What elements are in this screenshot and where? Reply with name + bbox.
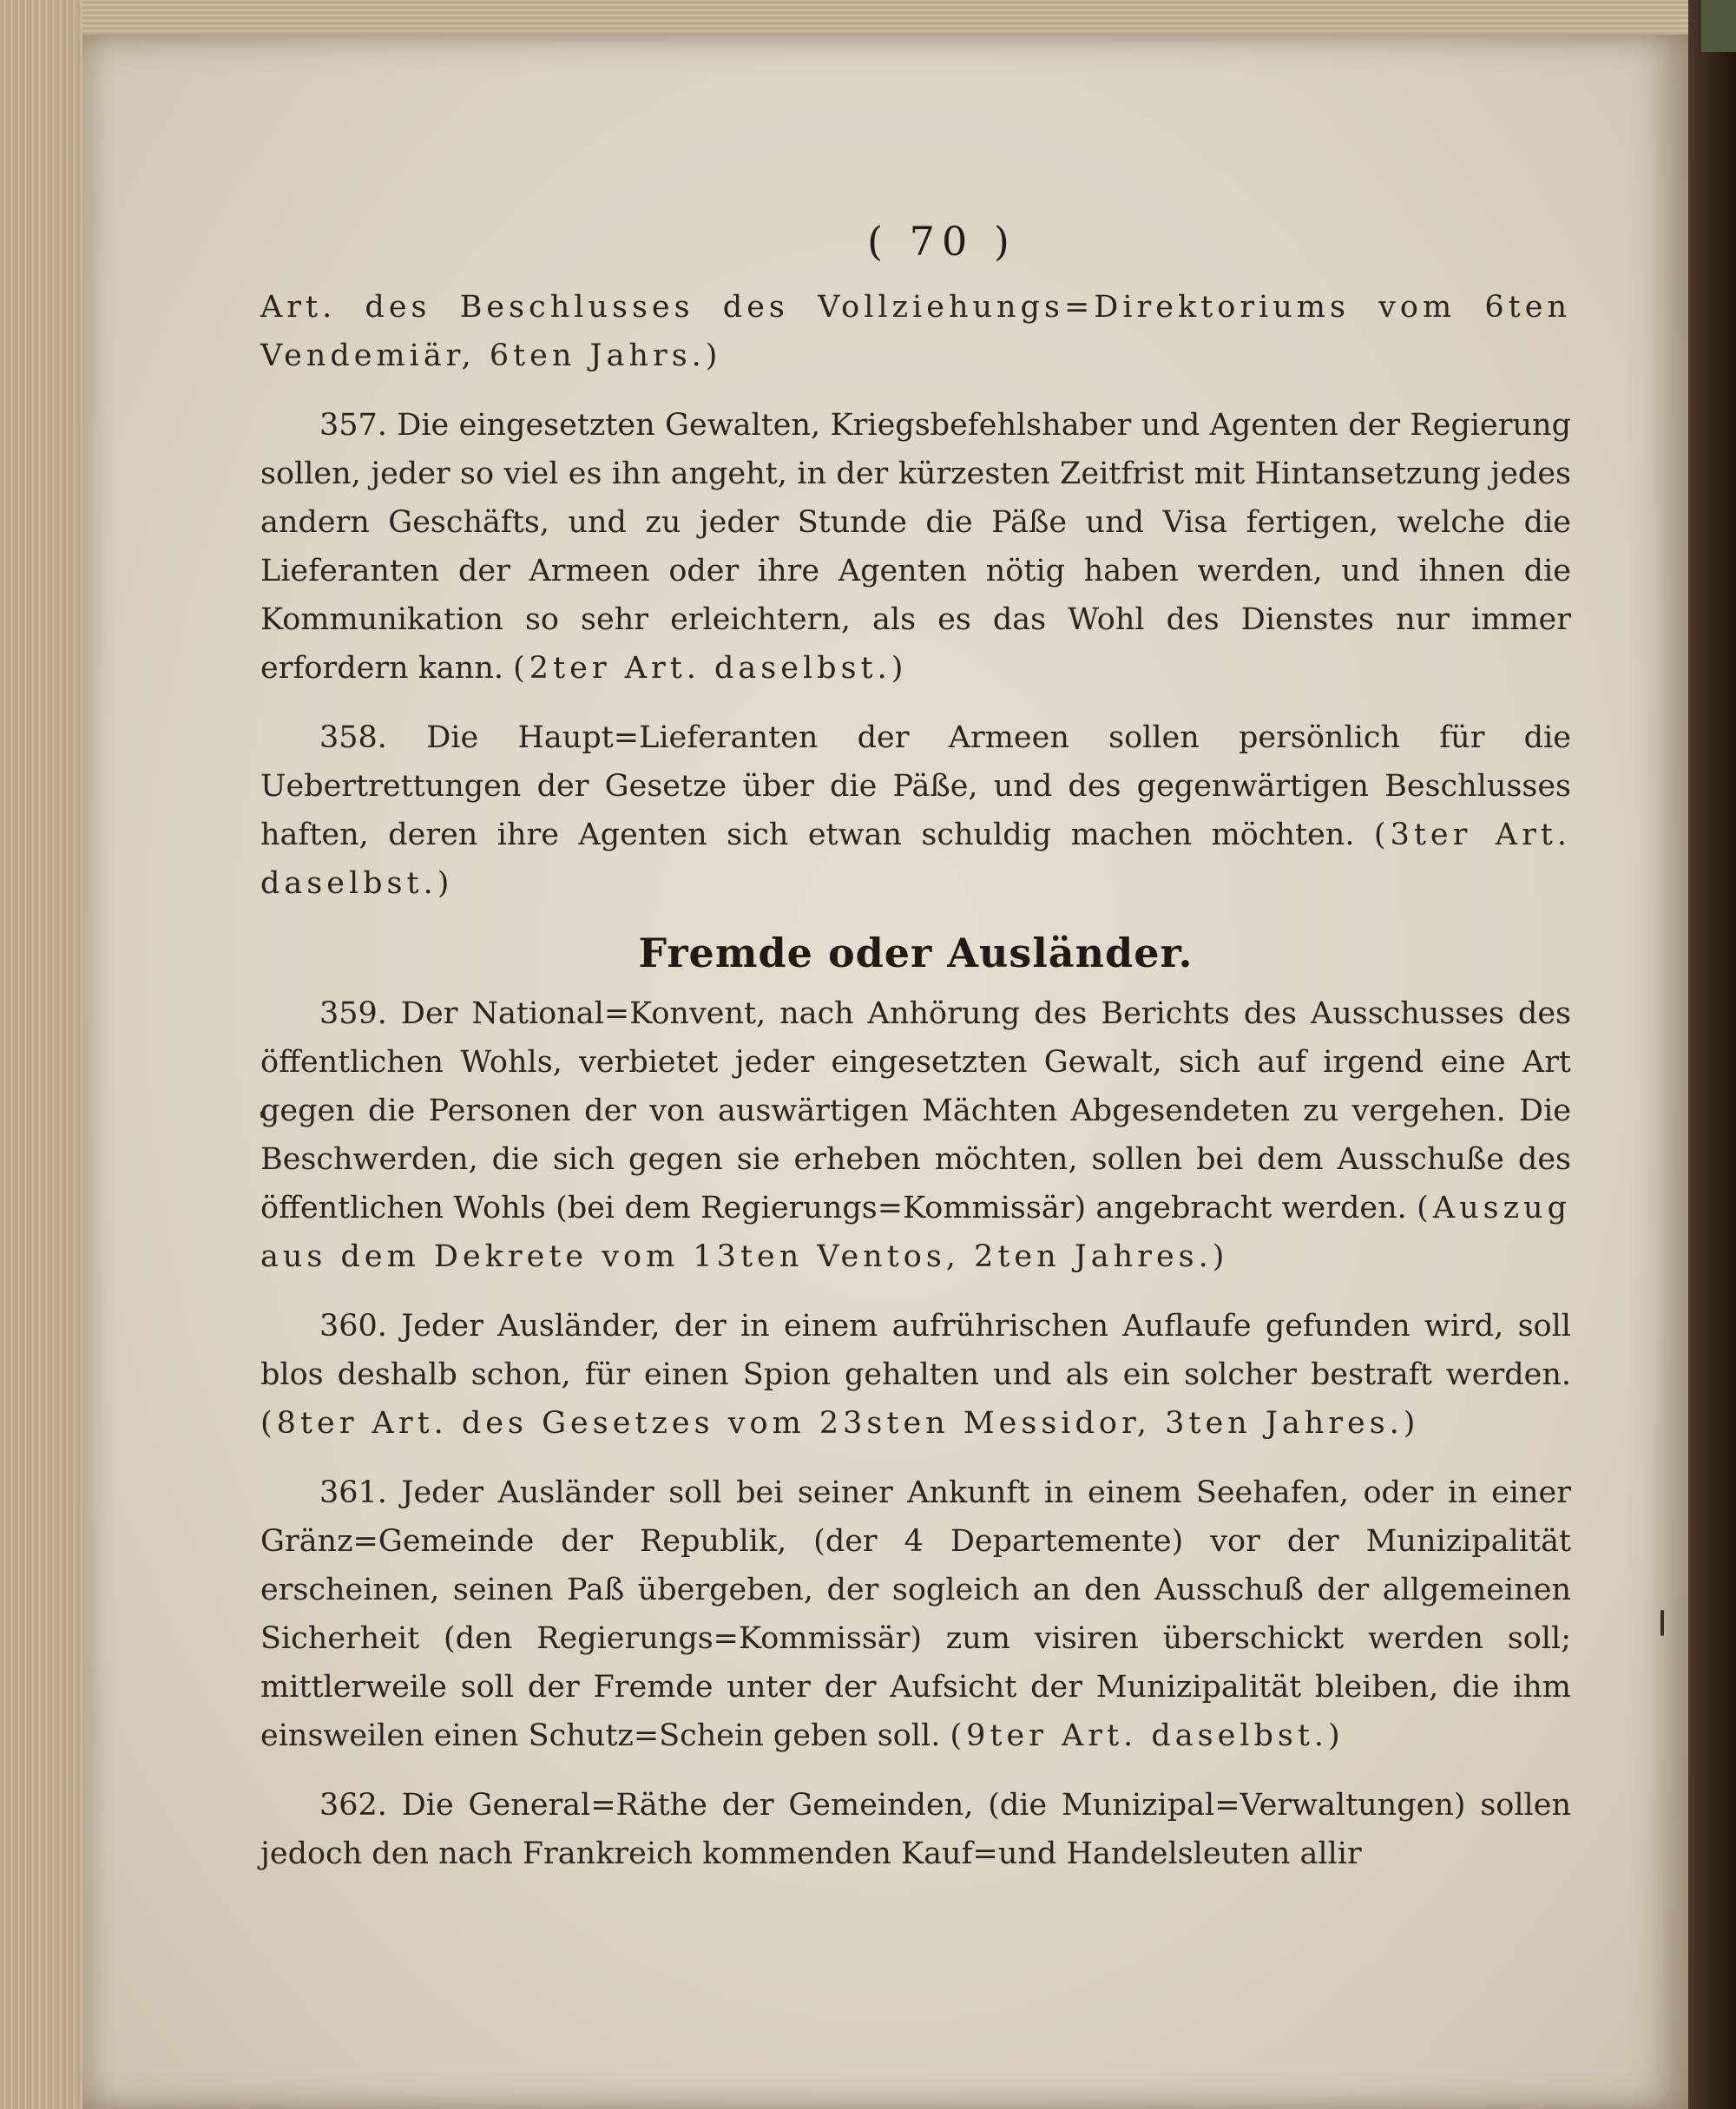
- spine-shadow: [1688, 0, 1736, 2109]
- paragraph-number: 359.: [319, 996, 387, 1031]
- paragraph-reference: (9ter Art. daselbst.): [950, 1718, 1345, 1753]
- cover-edge: [1701, 0, 1736, 52]
- paragraph-number: 361.: [319, 1475, 387, 1510]
- paragraph-359: [260, 989, 1571, 1281]
- paragraph-reference: (8ter Art. des Gesetzes vom 23sten Messidor, 3ten Jahres.): [260, 1406, 1420, 1441]
- paragraph-reference: (2ter Art. daselbst.): [513, 651, 908, 686]
- paragraph-text: Die General=Räthe der Gemeinden, (die Munizipal=Verwaltungen) sollen jedoch den nach Frankreich kommenden Kauf=und Handelsleuten allir: [260, 1788, 1571, 1871]
- intro-text: Art. des Beschlusses des Vollziehungs=Direktoriums vom 6ten Vendemiär, 6ten Jahrs.): [260, 290, 1571, 373]
- paragraph-357: [260, 401, 1571, 693]
- paragraph-text: Der National=Konvent, nach Anhörung des Berichts des Ausschusses des öffentlichen Wohls, verbietet jeder eingesetzten Gewalt, sich auf irgend eine Art gegen die Personen der von auswärtigen Mächten Abgesendeten zu vergehen. Die Beschwerden, die sich gegen sie erheben möchten, sollen bei dem Ausschuße des öffentlichen Wohls (bei dem Regierungs=Kommissär) angebracht werden.: [260, 996, 1571, 1225]
- paragraph-number: 360.: [319, 1309, 387, 1344]
- paragraph-number: 358.: [319, 720, 387, 755]
- paragraph-number: 362.: [319, 1788, 387, 1823]
- page-number: ( 70 ): [867, 218, 1016, 265]
- paragraph-number: 357.: [319, 408, 387, 443]
- paragraph-reference: (Auszug aus dem Dekrete vom 13ten Ventos, 2ten Jahres.): [260, 1191, 1571, 1274]
- paragraph-reference: (3ter Art. daselbst.): [260, 818, 1571, 901]
- ink-mark: [1660, 1610, 1664, 1636]
- paragraph-text: Jeder Ausländer, der in einem aufrührischen Auflaufe gefunden wird, soll blos deshalb schon, für einen Spion gehalten und als ein solcher bestraft werden.: [260, 1309, 1571, 1392]
- paragraph-358: [260, 713, 1571, 908]
- paragraph-text: Jeder Ausländer soll bei seiner Ankunft in einem Seehafen, oder in einer Gränz=Gemeinde der Republik, (der 4 Departemente) vor der Munizipalität erscheinen, seinen Paß übergeben, der sogleich an den Ausschuß der allgemeinen Sicherheit (den Regierungs=Kommissär) zum visiren überschickt werden soll; mittlerweile soll der Fremde unter der Aufsicht der Munizipalität bleiben, die ihm einsweilen einen Schutz=Schein geben soll.: [260, 1475, 1571, 1753]
- text-block: [260, 217, 1571, 1899]
- paragraph-text: Die Haupt=Lieferanten der Armeen sollen persönlich für die Uebertrettungen der Gesetze über die Päße, und des gegenwärtigen Beschlusses haften, deren ihre Agenten sich etwan schuldig machen möchten.: [260, 720, 1571, 852]
- section-heading: Fremde oder Ausländer.: [638, 930, 1194, 976]
- paragraph-360: [260, 1302, 1571, 1448]
- paragraph-361: [260, 1468, 1571, 1760]
- paragraph-362: [260, 1781, 1571, 1878]
- intro-paragraph: [260, 283, 1571, 380]
- page-stack-edge: [0, 0, 82, 2109]
- paragraph-text: Die eingesetzten Gewalten, Kriegsbefehlshaber und Agenten der Regierung sollen, jeder so viel es ihn angeht, in der kürzesten Zeitfrist mit Hintansetzung jedes andern Geschäfts, und zu jeder Stunde die Päße und Visa fertigen, welche die Lieferanten der Armeen oder ihre Agenten nötig haben werden, und ihnen die Kommunikation so sehr erleichtern, als es das Wohl des Dienstes nur immer erfordern kann.: [260, 408, 1571, 686]
